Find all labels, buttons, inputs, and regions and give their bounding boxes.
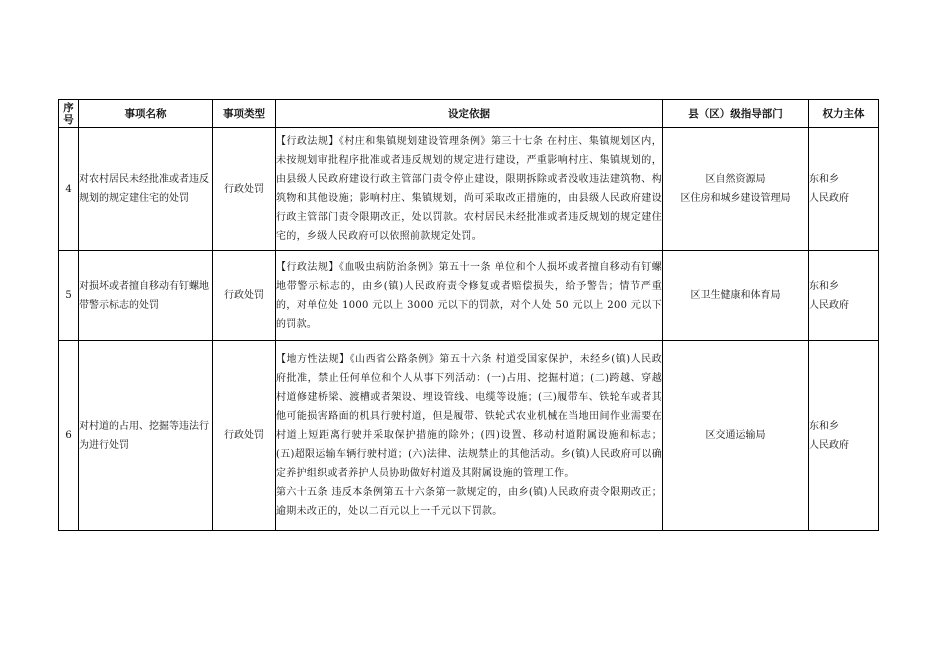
basis-paragraph: 【地方性法规】《山西省公路条例》第五十六条 村道受国家保护，未经乡(镇)人民政府批准，禁止任何单位和个人从事下列活动：(一)占用、挖掘村道；(二)跨越、穿越村道修建桥梁、渡槽或者架设、埋设管线、电缆等设施；(三)履带车、铁轮车或者其他可能损害路面的机具行驶村道，但是履带、铁轮式农业机械在当地田间作业需要在村道上短距离行驶并采取保护措施的除外；(四)设置、移动村道附属设施和标志；(五)超限运输车辆行驶村道；(六)法律、法规禁止的其他活动。乡(镇)人民政府可以确定养护组织或者养护人员协助做好村道及其附属设施的管理工作。: [276, 354, 662, 479]
row-seq: 6: [59, 341, 79, 531]
table-row: [59, 341, 879, 531]
header-basis: 设定依据: [276, 100, 663, 128]
row-item-name: 对农村居民未经批准或者违反规划的规定建住宅的处罚: [79, 128, 213, 251]
row-item-type: 行政处罚: [213, 341, 276, 531]
row-item-name: 对村道的占用、挖掘等违法行为进行处罚: [79, 341, 213, 531]
header-seq: 序号: [59, 100, 79, 128]
owner-line: 人民政府: [809, 193, 849, 204]
header-owner: 权力主体: [809, 100, 879, 128]
row-owner: [809, 128, 879, 251]
basis-paragraph: 【行政法规】《村庄和集镇规划建设管理条例》第三十七条 在村庄、集镇规划区内，未按规划审批程序批准或者违反规划的规定进行建设，严重影响村庄、集镇规划的，由县级人民政府建设行政主管部门责令停止建设，限期拆除或者没收违法建筑物、构筑物和其他设施；影响村庄、集镇规划，尚可采取改正措施的，由县级人民政府建设行政主管部门责令限期改正，处以罚款。农村居民未经批准或者违反规划的规定建住宅的，乡级人民政府可以依照前款规定处罚。: [276, 136, 662, 242]
row-item-type: 行政处罚: [213, 251, 276, 341]
row-item-type: 行政处罚: [213, 128, 276, 251]
authority-table: [58, 99, 879, 531]
row-item-name: 对损坏或者擅自移动有钉螺地带警示标志的处罚: [79, 251, 213, 341]
row-basis: [276, 251, 663, 341]
row-owner: [809, 341, 879, 531]
row-dept: [663, 251, 809, 341]
table-row: [59, 251, 879, 341]
dept-line: 区自然资源局: [705, 174, 766, 185]
dept-line: 区交通运输局: [705, 430, 766, 441]
owner-line: 东和乡: [809, 280, 839, 292]
owner-line: 人民政府: [809, 439, 849, 451]
row-dept: [663, 128, 809, 251]
row-basis: [276, 128, 663, 251]
row-dept: [663, 341, 809, 531]
header-name: 事项名称: [79, 100, 213, 128]
header-dept: 县（区）级指导部门: [663, 100, 809, 128]
basis-paragraph: 【行政法规】《血吸虫病防治条例》第五十一条 单位和个人损坏或者擅自移动有钉螺地带警示标志的，由乡(镇)人民政府责令修复或者赔偿损失，给予警告；情节严重的，对单位处 1000 元以上 3000 元以下的罚款，对个人处 50 元以上 200 元以下的罚款。: [276, 261, 662, 330]
owner-line: 东和乡: [809, 174, 839, 185]
basis-paragraph: 第六十五条 违反本条例第五十六条第一款规定的，由乡(镇)人民政府责令限期改正；逾期未改正的，处以二百元以上一千元以下罚款。: [276, 487, 662, 517]
dept-line: 区住房和城乡建设管理局: [680, 193, 791, 204]
header-type: 事项类型: [213, 100, 276, 128]
table-header-row: [59, 100, 879, 128]
owner-line: 人民政府: [809, 299, 849, 311]
row-seq: 5: [59, 251, 79, 341]
row-basis: [276, 341, 663, 531]
row-owner: [809, 251, 879, 341]
owner-line: 东和乡: [809, 420, 839, 432]
row-seq: 4: [59, 128, 79, 251]
dept-line: 区卫生健康和体育局: [690, 290, 781, 301]
table-row: [59, 128, 879, 251]
